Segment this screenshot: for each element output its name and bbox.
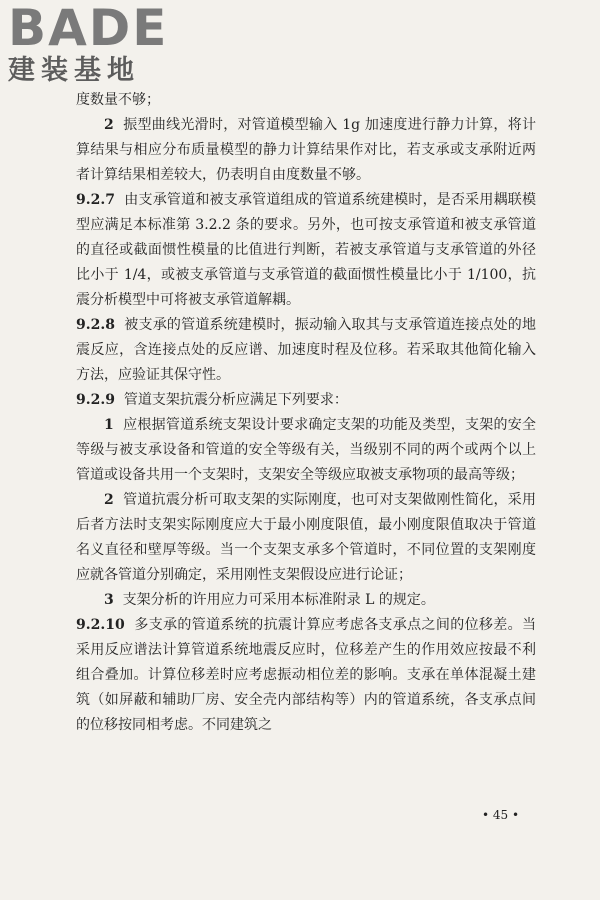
clause-number: 9.2.10: [76, 617, 125, 633]
clause: [76, 613, 536, 738]
clause: [76, 388, 536, 413]
clause-text: 多支承的管道系统的抗震计算应考虑各支承点之间的位移差。当采用反应谱法计算管道系统地震反应时，位移差产生的作用效应按最不利组合叠加。计算位移差时应考虑振动相位差的影响。支承在单体混凝土建筑（如屏蔽和辅助厂房、安全壳内部结构等）内的管道系统，各支承点间的位移按同相考虑。不同建筑之: [76, 617, 537, 733]
list-item: [76, 588, 536, 613]
logo-subtitle: 建装基地: [8, 55, 140, 86]
page-number: • 45 •: [482, 808, 520, 822]
clause-text: 管道支架抗震分析应满足下列要求：: [123, 392, 348, 408]
item-number: 3: [104, 592, 114, 608]
logo: [8, 2, 178, 102]
item-text: 管道抗震分析可取支架的实际刚度，也可对支架做刚性简化，采用后者方法时支架实际刚度应大于最小刚度限值，最小刚度限值取决于管道名义直径和壁厚等级。当一个支架支承多个管道时，不同位置的支架刚度应就各管道分别确定，采用刚性支架假设应进行论证；: [76, 492, 536, 583]
item-number: 1: [104, 417, 114, 433]
item-number: 2: [104, 492, 114, 508]
document-body: [76, 88, 536, 738]
clause-number: 9.2.8: [76, 317, 115, 333]
paragraph-text: 度数量不够；: [76, 92, 160, 108]
clause-text: 由支承管道和被支承管道组成的管道系统建模时，是否采用耦联模型应满足本标准第 3.2.2 条的要求。另外，也可按支承管道和被支承管道的直径或截面惯性模量的比值进行判断，若被支承管道与支承管道的外径比小于 1/4，或被支承管道与支承管道的截面惯性模量比小于 1/100，抗震分析模型中可将被支承管道解耦。: [76, 192, 536, 308]
paragraph-text: 振型曲线光滑时，对管道模型输入 1g 加速度进行静力计算，将计算结果与相应分布质量模型的静力计算结果作对比，若支承或支承附近两者计算结果相差较大，仍表明自由度数量不够。: [76, 117, 536, 183]
list-item: [76, 488, 536, 588]
clause-number: 9.2.9: [76, 392, 115, 408]
clause-number: 9.2.7: [76, 192, 115, 208]
item-text: 应根据管道系统支架设计要求确定支架的功能及类型，支架的安全等级与被支承设备和管道的安全等级有关，当级别不同的两个或两个以上管道或设备共用一个支架时，支架安全等级应取被支承物项的最高等级；: [76, 417, 536, 483]
list-item: [76, 413, 536, 488]
clause-text: 被支承的管道系统建模时，振动输入取其与支承管道连接点处的地震反应，含连接点处的反应谱、加速度时程及位移。若采取其他简化输入方法，应验证其保守性。: [76, 317, 536, 383]
clause: [76, 313, 536, 388]
item-number: 2: [104, 117, 114, 133]
paragraph: [76, 113, 536, 188]
paragraph: [76, 88, 536, 113]
logo-title: BADE: [8, 0, 169, 57]
clause: [76, 188, 536, 313]
item-text: 支架分析的许用应力可采用本标准附录 L 的规定。: [122, 592, 435, 608]
